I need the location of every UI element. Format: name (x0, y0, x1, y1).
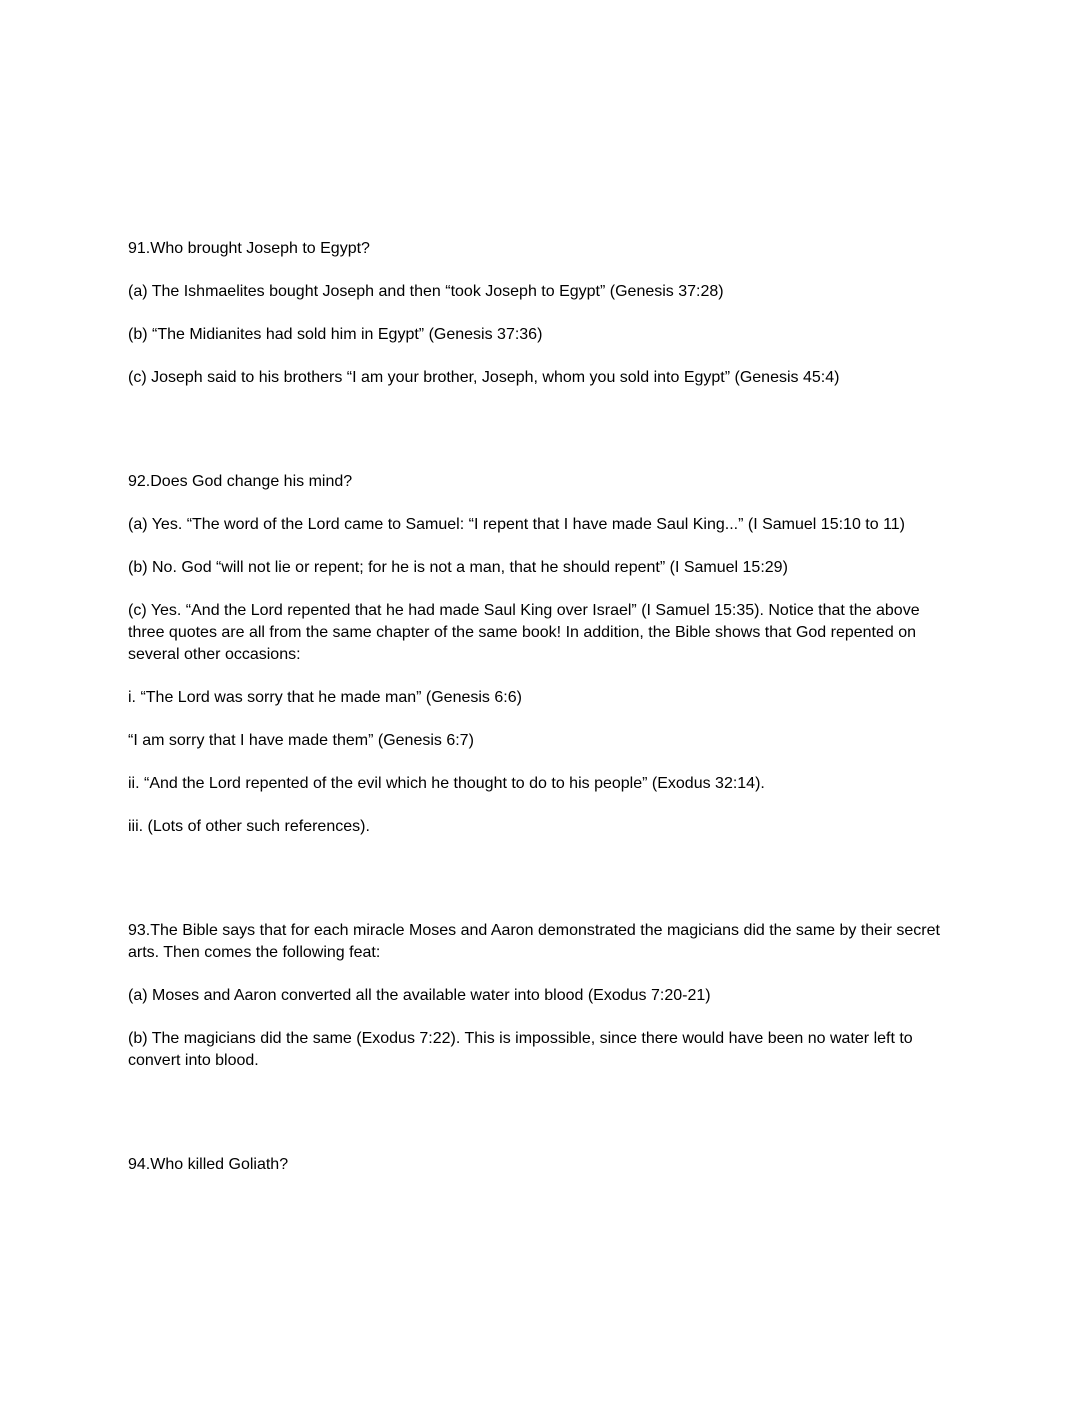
document-content (128, 238, 960, 1176)
question-91-title: 91.Who brought Joseph to Egypt? (128, 240, 370, 257)
question-92-ref-i-quote: “I am sorry that I have made them” (Genesis 6:7) (128, 732, 474, 749)
question-91-answer-c: (c) Joseph said to his brothers “I am your brother, Joseph, whom you sold into Egypt” (Genesis 45:4) (128, 369, 840, 386)
question-93-answer-a: (a) Moses and Aaron converted all the available water into blood (Exodus 7:20-21) (128, 987, 711, 1004)
question-94-title: 94.Who killed Goliath? (128, 1156, 289, 1173)
question-93 (128, 920, 960, 1072)
question-91-answer-b: (b) “The Midianites had sold him in Egypt” (Genesis 37:36) (128, 326, 543, 343)
question-91-answer-a: (a) The Ishmaelites bought Joseph and then “took Joseph to Egypt” (Genesis 37:28) (128, 283, 724, 300)
question-92-ref-iii: iii. (Lots of other such references). (128, 818, 370, 835)
question-92 (128, 471, 960, 838)
question-92-title: 92.Does God change his mind? (128, 473, 353, 490)
question-92-ref-i: i. “The Lord was sorry that he made man” (Genesis 6:6) (128, 689, 522, 706)
question-93-answer-b: (b) The magicians did the same (Exodus 7:22). This is impossible, since there would have been no water left to convert into blood. (128, 1030, 913, 1069)
question-94 (128, 1154, 960, 1176)
question-92-answer-a: (a) Yes. “The word of the Lord came to Samuel: “I repent that I have made Saul King...” (I Samuel 15:10 to 11) (128, 516, 906, 533)
question-92-answer-c: (c) Yes. “And the Lord repented that he had made Saul King over Israel” (I Samuel 15:35). Notice that the above three quotes are all from the same chapter of the same book! In addition, the Bible shows that God repented on several other occasions: (128, 602, 920, 663)
question-91 (128, 238, 960, 389)
question-93-title: 93.The Bible says that for each miracle Moses and Aaron demonstrated the magicians did the same by their secret arts. Then comes the following feat: (128, 922, 940, 961)
question-92-ref-ii: ii. “And the Lord repented of the evil which he thought to do to his people” (Exodus 32:14). (128, 775, 765, 792)
question-92-answer-b: (b) No. God “will not lie or repent; for he is not a man, that he should repent” (I Samuel 15:29) (128, 559, 788, 576)
